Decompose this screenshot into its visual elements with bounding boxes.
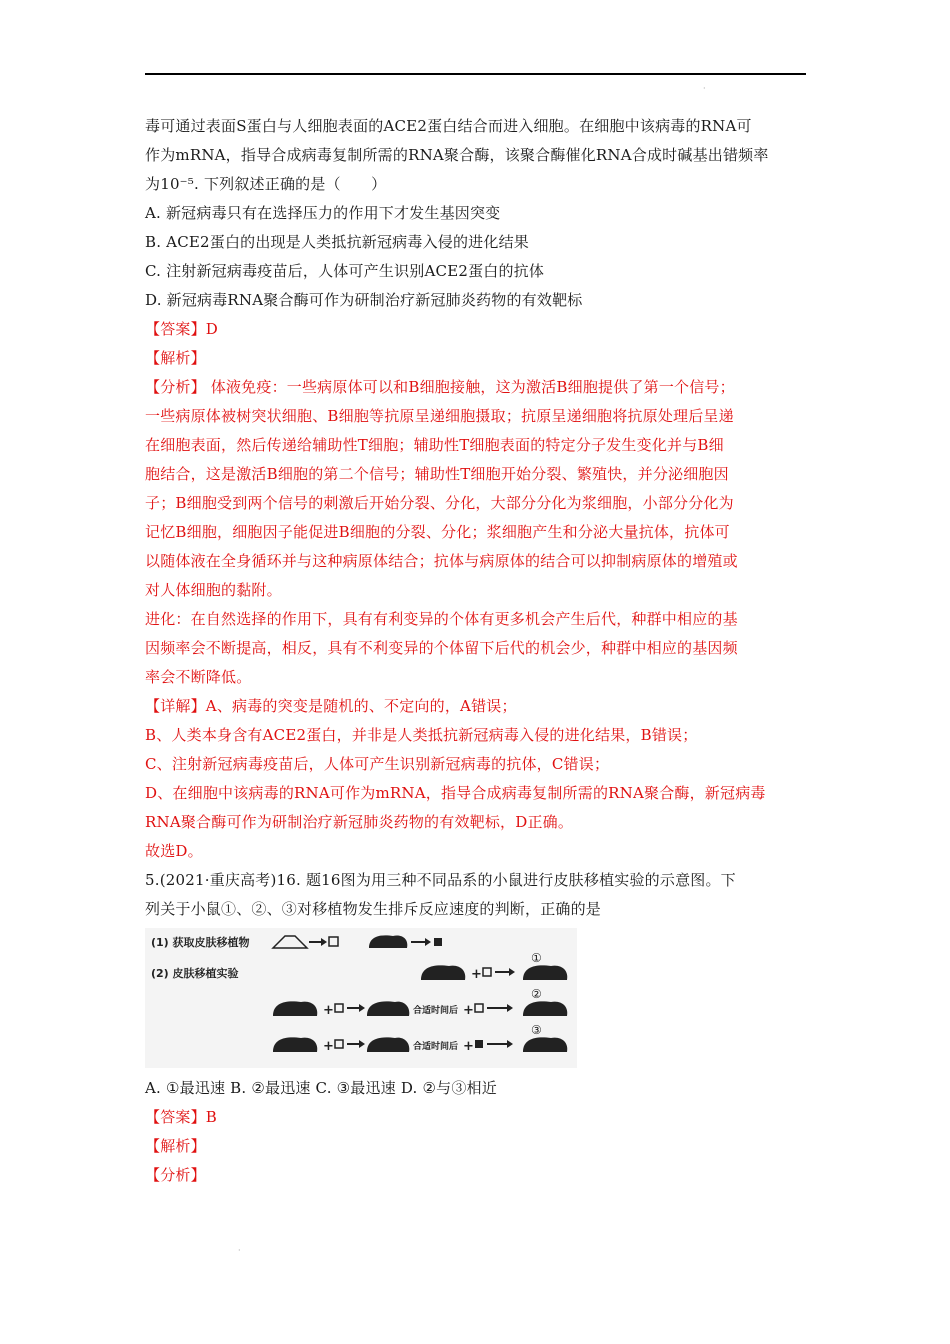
detail-line: RNA聚合酶可作为研制治疗新冠肺炎药物的有效靶标，D正确。: [145, 813, 574, 831]
mouse-icon: [369, 935, 407, 948]
mouse-icon: [367, 1001, 409, 1016]
analysis-label: 【分析】: [145, 1166, 206, 1184]
answer-label: 【答案】D: [145, 320, 219, 338]
analysis-line: 以随体液在全身循环并与这种病原体结合；抗体与病原体的结合可以抑制病原体的增殖或: [145, 552, 738, 570]
text-line: 作为mRNA，指导合成病毒复制所需的RNA聚合酶，该聚合酶催化RNA合成时碱基出错频率: [145, 146, 769, 164]
detail-line: B、人类本身含有ACE2蛋白，并非是人类抵抗新冠病毒入侵的进化结果，B错误；: [145, 726, 698, 744]
graft-square-icon: [483, 968, 491, 976]
mouse-icon: [523, 1037, 567, 1052]
option-a: A. 新冠病毒只有在选择压力的作用下才发生基因突变: [145, 204, 501, 222]
step1-label: (1) 获取皮肤移植物: [151, 936, 250, 949]
mouse-icon: [421, 965, 465, 980]
jiexi-label: 【解析】: [145, 1137, 206, 1155]
text-line: 列关于小鼠①、②、③对移植物发生排斥反应速度的判断，正确的是: [145, 900, 602, 918]
header-rule: [145, 73, 806, 75]
plus-sign: +: [323, 1039, 334, 1054]
row1-graft-harvest: [273, 935, 442, 948]
analysis-line: 在细胞表面，然后传递给辅助性T细胞；辅助性T细胞表面的特定分子发生变化并与B细: [145, 436, 724, 454]
detail-block: [145, 692, 810, 837]
arrow-head-icon: [507, 1004, 513, 1012]
question5-stem: [145, 866, 810, 924]
mouse-icon: [523, 1001, 567, 1016]
analysis-line: 一些病原体被树突状细胞、B细胞等抗原呈递细胞摄取；抗原呈递细胞将抗原处理后呈递: [145, 407, 734, 425]
mouse-3-marker: ③: [531, 1023, 542, 1037]
option-c: C. 注射新冠病毒疫苗后，人体可产生识别ACE2蛋白的抗体: [145, 262, 545, 280]
question4-stem: [145, 112, 810, 199]
jiexi-label: 【解析】: [145, 349, 206, 367]
arrow-head-icon: [507, 1040, 513, 1048]
option-d: D. 新冠病毒RNA聚合酶可作为研制治疗新冠肺炎药物的有效靶标: [145, 291, 583, 309]
step2-label: (2) 皮肤移植实验: [151, 967, 239, 980]
mouse-icon: [523, 965, 567, 980]
plus-sign: +: [463, 1039, 474, 1054]
analysis-line: 进化：在自然选择的作用下，具有有利变异的个体有更多机会产生后代，种群中相应的基: [145, 610, 738, 628]
row2-graft-experiment: [421, 951, 567, 982]
arrow-head-icon: [359, 1040, 365, 1048]
analysis-block: [145, 373, 810, 692]
mouse-icon: [273, 1001, 317, 1016]
skin-graft-diagram: [145, 928, 577, 1068]
analysis-line: 胞结合，这是激活B细胞的第二个信号；辅助性T细胞开始分裂、繁殖快，并分泌细胞因: [145, 465, 729, 483]
analysis-line: 子；B细胞受到两个信号的刺激后开始分裂、分化，大部分分化为浆细胞，小部分分化为: [145, 494, 734, 512]
arrow-head-icon: [359, 1004, 365, 1012]
skin-graft-figure: [145, 928, 577, 1068]
text-line: 毒可通过表面S蛋白与人细胞表面的ACE2蛋白结合而进入细胞。在细胞中该病毒的RNA可: [145, 117, 752, 135]
question5-options: A. ①最迅速 B. ②最迅速 C. ③最迅速 D. ②与③相近: [145, 1079, 497, 1097]
mouse-2-marker: ②: [531, 987, 542, 1001]
row3-graft-experiment: [273, 987, 567, 1018]
footer-dot: ·: [238, 1246, 241, 1255]
text-line: 5.(2021·重庆高考)16. 题16图为用三种不同品系的小鼠进行皮肤移植实验的示意图。下: [145, 871, 736, 889]
question4-options: [145, 199, 810, 315]
analysis-line: 率会不断降低。: [145, 668, 252, 686]
after-time-label: 合适时间后: [413, 1006, 459, 1016]
plus-sign: +: [463, 1003, 474, 1018]
analysis-line: 【分析】 体液免疫：一些病原体可以和B细胞接触，这为激活B细胞提供了第一个信号；: [145, 378, 735, 396]
mouse-icon: [367, 1037, 409, 1052]
arrow-head-icon: [425, 938, 431, 946]
analysis-line: 对人体细胞的黏附。: [145, 581, 282, 599]
arrow-head-icon: [509, 968, 515, 976]
mouse-1-marker: ①: [531, 951, 542, 965]
row4-graft-experiment: [273, 1023, 567, 1054]
analysis-line: 记忆B细胞，细胞因子能促进B细胞的分裂、分化；浆细胞产生和分泌大量抗体，抗体可: [145, 523, 730, 541]
page-content: [145, 112, 810, 1190]
plus-sign: +: [323, 1003, 334, 1018]
arrow-head-icon: [321, 938, 327, 946]
graft-dark-square-icon: [434, 938, 442, 946]
conclusion: 故选D。: [145, 842, 203, 860]
analysis-line: 因频率会不断提高，相反，具有不利变异的个体留下后代的机会少，种群中相应的基因频: [145, 639, 738, 657]
mouse-icon: [273, 1037, 317, 1052]
answer-label: 【答案】B: [145, 1108, 218, 1126]
detail-line: C、注射新冠病毒疫苗后，人体可产生识别新冠病毒的抗体，C错误；: [145, 755, 610, 773]
plus-sign: +: [471, 967, 482, 982]
graft-square-icon: [335, 1040, 343, 1048]
graft-square-icon: [335, 1004, 343, 1012]
detail-line: D、在细胞中该病毒的RNA可作为mRNA，指导合成病毒复制所需的RNA聚合酶，新冠病毒: [145, 784, 766, 802]
graft-square-icon: [329, 937, 338, 946]
graft-dark-square-icon: [475, 1040, 483, 1048]
option-b: B. ACE2蛋白的出现是人类抵抗新冠病毒入侵的进化结果: [145, 233, 529, 251]
after-time-label: 合适时间后: [413, 1042, 459, 1052]
skin-piece-icon: [273, 936, 307, 948]
detail-line: 【详解】A、病毒的突变是随机的、不定向的，A错误；: [145, 697, 517, 715]
header-dot: ·: [703, 84, 706, 93]
graft-square-icon: [475, 1004, 483, 1012]
text-line: 为10⁻⁵. 下列叙述正确的是（ ）: [145, 175, 387, 193]
